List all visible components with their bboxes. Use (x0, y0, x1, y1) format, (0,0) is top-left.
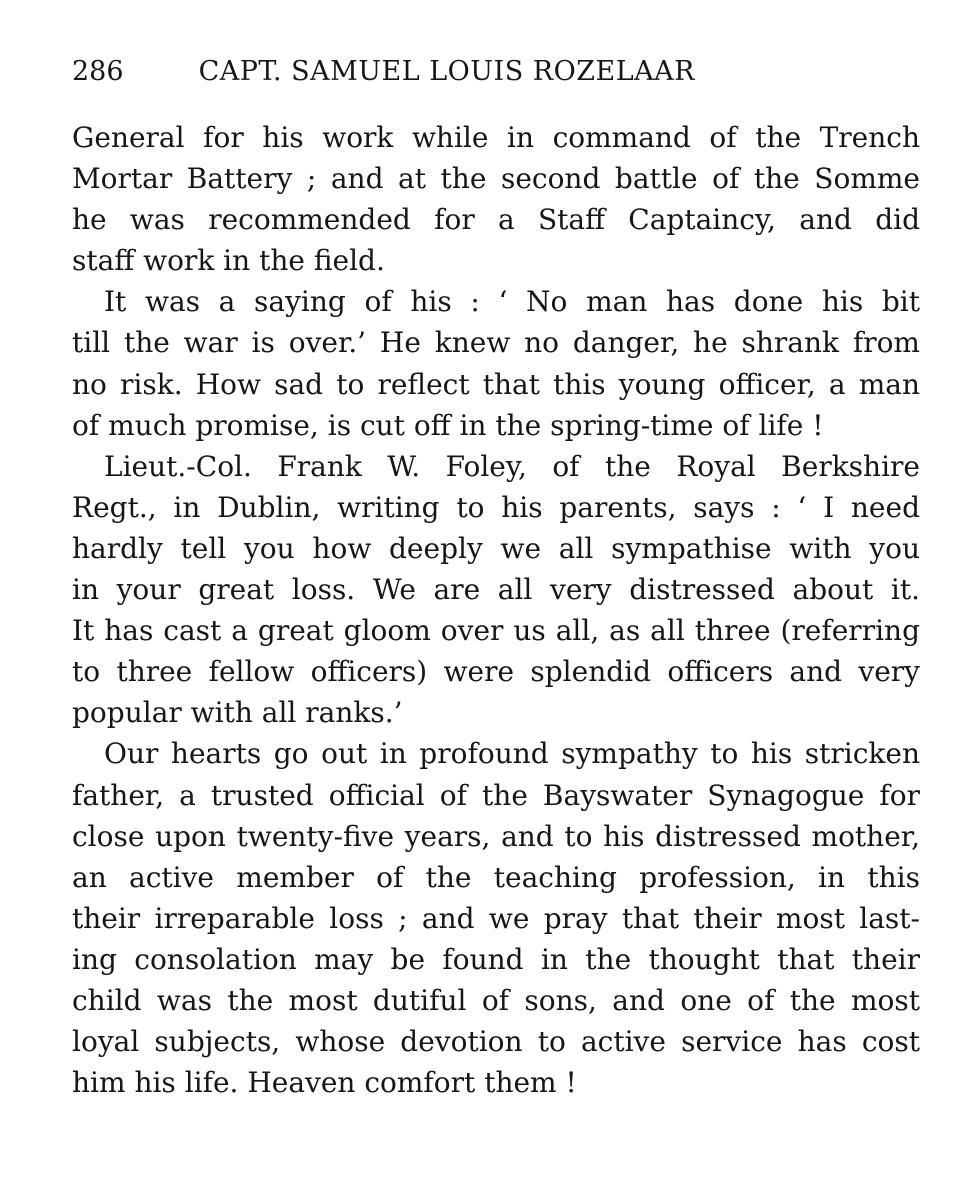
text-line: It has cast a great gloom over us all, as all three (referring (72, 614, 920, 648)
text-line: in your great loss. We are all very distressed about it. (72, 573, 920, 607)
text-line: ing consolation may be found in the thought that their (72, 942, 920, 976)
text-line: General for his work while in command of the Trench (72, 121, 920, 154)
page-header (72, 52, 832, 92)
paragraph-1 (72, 117, 920, 281)
text-line: of much promise, is cut off in the spring-time of life ! (72, 408, 824, 442)
page-number: 286 (72, 56, 124, 87)
text-line: Our hearts go out in profound sympathy to his stricken (104, 737, 920, 771)
text-line: their irreparable loss ; and we pray that their most last- (72, 901, 920, 935)
text-line: hardly tell you how deeply we all sympathise with you (72, 531, 920, 565)
text-line: an active member of the teaching profession, in this (72, 860, 920, 894)
text-line: him his life. Heaven comfort them ! (72, 1066, 577, 1100)
text-line: popular with all ranks.’ (72, 696, 403, 730)
text-line: child was the most dutiful of sons, and one of the most (72, 983, 920, 1017)
text-line: till the war is over.’ He knew no danger, he shrank from (72, 326, 920, 360)
body-text (72, 117, 920, 1103)
text-line: no risk. How sad to reflect that this young officer, a man (72, 367, 920, 401)
text-line: staff work in the field. (72, 244, 385, 278)
text-line: father, a trusted official of the Bayswater Synagogue for (72, 778, 920, 812)
text-line: close upon twenty-five years, and to his distressed mother, (72, 819, 920, 853)
text-line: Regt., in Dublin, writing to his parents, says : ‘ I need (72, 490, 920, 524)
paragraph-3 (72, 446, 920, 734)
text-line: Lieut.-Col. Frank W. Foley, of the Royal Berkshire (104, 449, 920, 483)
text-line: he was recommended for a Staff Captaincy, and did (72, 203, 920, 237)
text-line: loyal subjects, whose devotion to active service has cost (72, 1025, 920, 1059)
paragraph-4 (72, 733, 920, 1103)
text-line: It was a saying of his : ‘ No man has done his bit (104, 285, 920, 319)
paragraph-2 (72, 281, 920, 445)
running-title: CAPT. SAMUEL LOUIS ROZELAAR (198, 56, 695, 87)
text-line: to three fellow officers) were splendid officers and very (72, 655, 920, 689)
text-line: Mortar Battery ; and at the second battle of the Somme (72, 162, 920, 196)
